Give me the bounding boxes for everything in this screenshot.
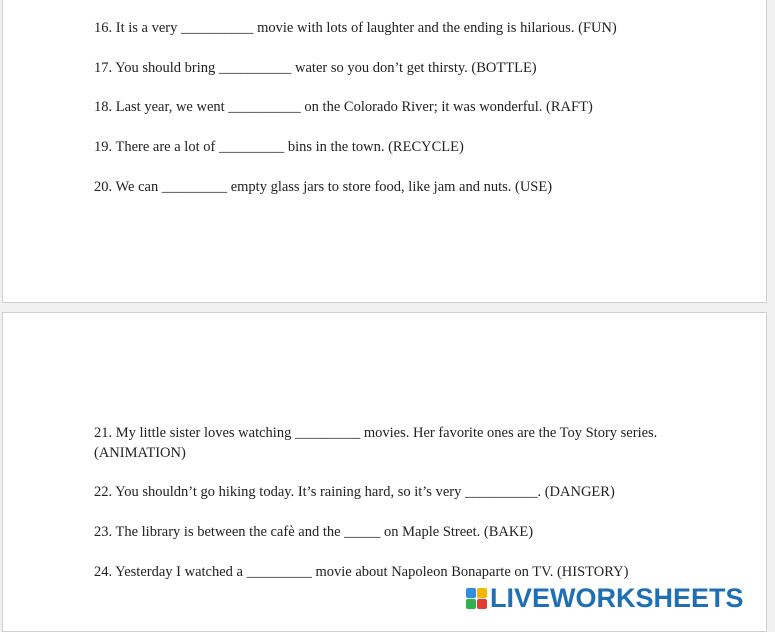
- question-16: 16. It is a very __________ movie with lots of laughter and the ending is hilarious. (FUN): [94, 20, 617, 36]
- logo-icon: [466, 588, 487, 609]
- liveworksheets-logo: [466, 584, 744, 612]
- logo-text: LIVEWORKSHEETS: [490, 583, 744, 613]
- question-21: 21. My little sister loves watching _________ movies. Her favorite ones are the Toy Story series. (ANIMATION): [94, 425, 658, 461]
- logo-mark-square: [466, 599, 476, 609]
- question-23: 23. The library is between the cafè and the _____ on Maple Street. (BAKE): [94, 524, 534, 540]
- logo-mark-square: [477, 599, 487, 609]
- question-20: 20. We can _________ empty glass jars to store food, like jam and nuts. (USE): [94, 179, 553, 195]
- worksheet-page-1: [2, 0, 767, 303]
- question-18: 18. Last year, we went __________ on the Colorado River; it was wonderful. (RAFT): [94, 99, 593, 115]
- question-19: 19. There are a lot of _________ bins in the town. (RECYCLE): [94, 139, 464, 155]
- question-17: 17. You should bring __________ water so you don’t get thirsty. (BOTTLE): [94, 60, 537, 76]
- logo-mark-square: [466, 588, 476, 598]
- question-24: 24. Yesterday I watched a _________ movie about Napoleon Bonaparte on TV. (HISTORY): [94, 564, 629, 580]
- logo-mark-square: [477, 588, 487, 598]
- question-22: 22. You shouldn’t go hiking today. It’s raining hard, so it’s very __________. (DANGER): [94, 484, 615, 500]
